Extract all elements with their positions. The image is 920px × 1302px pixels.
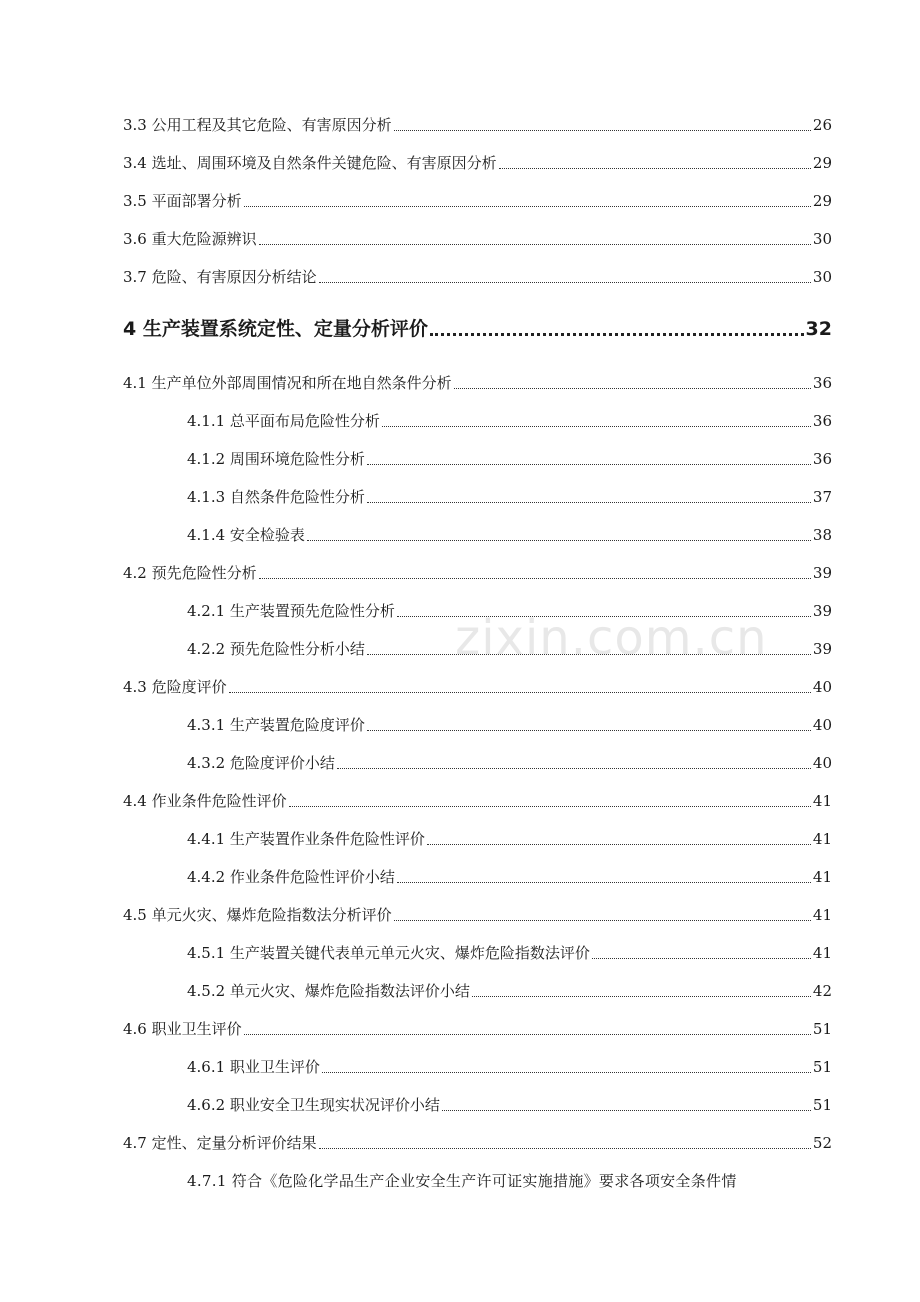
toc-page-number: 41 (812, 868, 832, 886)
toc-entry-title: 4.1 生产单位外部周围情况和所在地自然条件分析 (123, 374, 452, 392)
toc-entry-title: 4.5.1 生产装置关键代表单元单元火灾、爆炸危险指数法评价 (187, 944, 590, 962)
toc-page-number: 52 (812, 1134, 832, 1152)
toc-dot-leader (367, 720, 811, 731)
toc-page-number: 41 (812, 944, 832, 962)
toc-page-number: 41 (812, 830, 832, 848)
toc-entry-title: 4.7 定性、定量分析评价结果 (123, 1134, 317, 1152)
toc-page-number: 51 (812, 1020, 832, 1038)
toc-entry-4-4-1 (187, 824, 832, 850)
toc-entry-3-7 (123, 262, 832, 288)
toc-entry-4-7 (123, 1128, 832, 1154)
toc-entry-4-3 (123, 672, 832, 698)
toc-entry-4-5 (123, 900, 832, 926)
toc-page-number: 37 (812, 488, 832, 506)
toc-entry-4-3-2 (187, 748, 832, 774)
toc-entry-title: 4.5 单元火灾、爆炸危险指数法分析评价 (123, 906, 392, 924)
toc-dot-leader (472, 986, 811, 997)
toc-dot-leader (337, 758, 811, 769)
toc-page-number: 36 (812, 374, 832, 392)
toc-dot-leader (307, 530, 811, 541)
toc-entry-4-6-2 (187, 1090, 832, 1116)
toc-page-number: 29 (812, 154, 832, 172)
toc-entry-3-6 (123, 224, 832, 250)
toc-entry-4-6-1 (187, 1052, 832, 1078)
toc-page-number: 26 (812, 116, 832, 134)
toc-entry-title: 4.4.2 作业条件危险性评价小结 (187, 868, 395, 886)
toc-entry-title: 4.1.2 周围环境危险性分析 (187, 450, 365, 468)
toc-entry-title: 4.1.3 自然条件危险性分析 (187, 488, 365, 506)
toc-dot-leader (454, 378, 811, 389)
toc-entry-3-5 (123, 186, 832, 212)
toc-entry-title: 4.1.4 安全检验表 (187, 526, 305, 544)
toc-entry-4-1-2 (187, 444, 832, 470)
toc-entry-title: 3.7 危险、有害原因分析结论 (123, 268, 317, 286)
toc-entry-title: 3.4 选址、周围环境及自然条件关键危险、有害原因分析 (123, 154, 497, 172)
toc-entry-title: 4.2.1 生产装置预先危险性分析 (187, 602, 395, 620)
toc-page-number: 40 (812, 678, 832, 696)
toc-entry-3-4 (123, 148, 832, 174)
toc-dot-leader (592, 948, 811, 959)
toc-entry-4-1-1 (187, 406, 832, 432)
toc-entry-title: 4.2 预先危险性分析 (123, 564, 257, 582)
toc-page-number: 30 (812, 268, 832, 286)
toc-page-number: 36 (812, 450, 832, 468)
toc-entry-4-1-4 (187, 520, 832, 546)
toc-entry-4-5-2 (187, 976, 832, 1002)
toc-dot-leader (499, 158, 811, 169)
toc-dot-leader (442, 1100, 811, 1111)
toc-entry-title: 4.4 作业条件危险性评价 (123, 792, 287, 810)
toc-page-number: 32 (805, 318, 832, 340)
toc-dot-leader (322, 1062, 811, 1073)
toc-dot-leader (394, 120, 811, 131)
toc-page-number: 36 (812, 412, 832, 430)
toc-entry-4-1 (123, 368, 832, 394)
toc-entry-4-3-1 (187, 710, 832, 736)
toc-chapter-title: 4 生产装置系统定性、定量分析评价 (123, 318, 428, 340)
toc-entry-title: 3.6 重大危险源辨识 (123, 230, 257, 248)
toc-page-number: 39 (812, 640, 832, 658)
toc-entry-title: 4.3.1 生产装置危险度评价 (187, 716, 365, 734)
toc-entry-title: 4.7.1 符合《危险化学品生产企业安全生产许可证实施措施》要求各项安全条件情 (187, 1172, 737, 1190)
toc-entry-title: 4.4.1 生产装置作业条件危险性评价 (187, 830, 425, 848)
toc-entry-4-2 (123, 558, 832, 584)
toc-page-number: 39 (812, 564, 832, 582)
toc-entry-4-6 (123, 1014, 832, 1040)
toc-page-number: 38 (812, 526, 832, 544)
toc-dot-leader (430, 323, 804, 336)
toc-entry-4-7-1 (187, 1166, 832, 1192)
toc-entry-title: 4.6.2 职业安全卫生现实状况评价小结 (187, 1096, 440, 1114)
toc-dot-leader (382, 416, 811, 427)
toc-dot-leader (244, 196, 811, 207)
toc-page-number: 41 (812, 906, 832, 924)
toc-page-number: 30 (812, 230, 832, 248)
toc-entry-3-3 (123, 110, 832, 136)
toc-dot-leader (367, 492, 811, 503)
watermark: zixin.com.cn (455, 610, 768, 666)
toc-page-number: 39 (812, 602, 832, 620)
toc-entry-title: 4.6 职业卫生评价 (123, 1020, 242, 1038)
toc-entry-title: 4.3.2 危险度评价小结 (187, 754, 335, 772)
toc-dot-leader (289, 796, 811, 807)
toc-entry-title: 4.2.2 预先危险性分析小结 (187, 640, 365, 658)
toc-entry-title: 4.1.1 总平面布局危险性分析 (187, 412, 380, 430)
toc-entry-4-4 (123, 786, 832, 812)
toc-entry-title: 4.3 危险度评价 (123, 678, 227, 696)
toc-page-number: 29 (812, 192, 832, 210)
toc-page-number: 51 (812, 1096, 832, 1114)
toc-dot-leader (427, 834, 811, 845)
toc-entry-4-1-3 (187, 482, 832, 508)
toc-entry-title: 4.6.1 职业卫生评价 (187, 1058, 320, 1076)
toc-page-number: 40 (812, 754, 832, 772)
toc-page-number: 40 (812, 716, 832, 734)
toc-chapter-4 (123, 310, 832, 342)
toc-dot-leader (394, 910, 811, 921)
toc-page-number: 41 (812, 792, 832, 810)
toc-entry-title: 3.3 公用工程及其它危险、有害原因分析 (123, 116, 392, 134)
toc-dot-leader (319, 1138, 811, 1149)
toc-dot-leader (319, 272, 811, 283)
toc-entry-4-5-1 (187, 938, 832, 964)
toc-entry-4-4-2 (187, 862, 832, 888)
toc-entry-title: 3.5 平面部署分析 (123, 192, 242, 210)
toc-dot-leader (259, 568, 811, 579)
toc-dot-leader (259, 234, 811, 245)
toc-dot-leader (244, 1024, 811, 1035)
toc-dot-leader (367, 454, 811, 465)
toc-page-number: 42 (812, 982, 832, 1000)
toc-dot-leader (397, 872, 811, 883)
toc-entry-title: 4.5.2 单元火灾、爆炸危险指数法评价小结 (187, 982, 470, 1000)
toc-dot-leader (229, 682, 811, 693)
toc-page-number: 51 (812, 1058, 832, 1076)
